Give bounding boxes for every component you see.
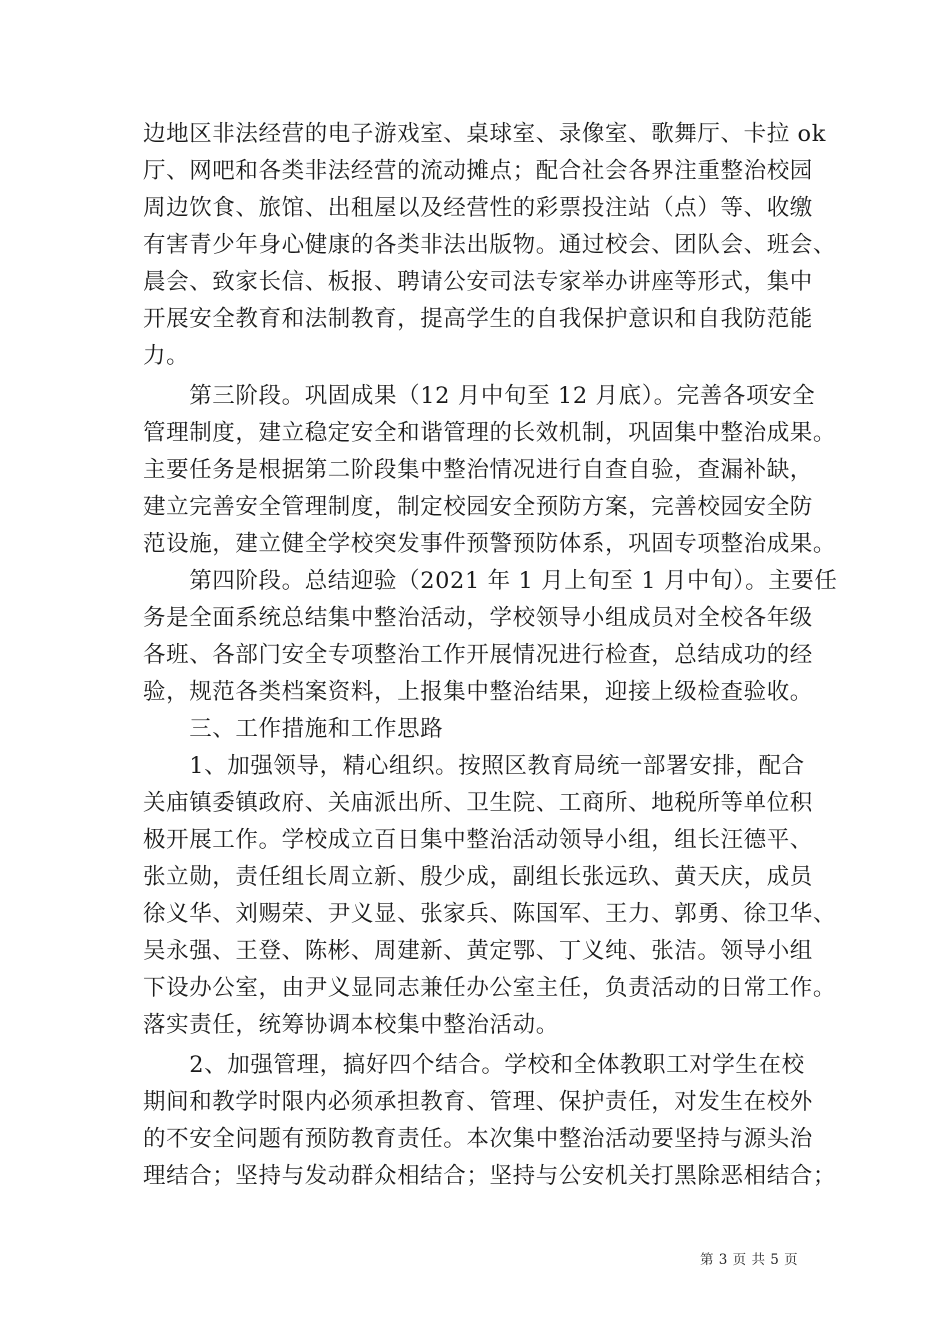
text-line: 力。 <box>143 343 190 369</box>
section-heading: 三、工作措施和工作思路 <box>143 716 444 742</box>
page-number: 第 3 页 共 5 页 <box>700 1252 799 1268</box>
text-line: 期间和教学时限内必须承担教育、管理、保护责任，对发生在校外 <box>143 1089 813 1115</box>
text-line: 开展安全教育和法制教育，提高学生的自我保护意识和自我防范能 <box>143 306 813 332</box>
text-line: 第三阶段。巩固成果（12 月中旬至 12 月底）。完善各项安全 <box>143 383 816 409</box>
text-line: 徐义华、刘赐荣、尹义显、张家兵、陈国军、王力、郭勇、徐卫华、 <box>143 901 837 927</box>
text-line: 理结合；坚持与发动群众相结合；坚持与公安机关打黑除恶相结合； <box>143 1163 837 1189</box>
text-line: 晨会、致家长信、板报、聘请公安司法专家举办讲座等形式，集中 <box>143 269 813 295</box>
text-line: 下设办公室，由尹义显同志兼任办公室主任，负责活动的日常工作。 <box>143 975 837 1001</box>
text-line: 边地区非法经营的电子游戏室、桌球室、录像室、歌舞厅、卡拉 ok <box>143 121 826 147</box>
text-line: 1、加强领导，精心组织。按照区教育局统一部署安排，配合 <box>143 753 805 779</box>
text-line: 周边饮食、旅馆、出租屋以及经营性的彩票投注站（点）等、收缴 <box>143 195 813 221</box>
text-line: 范设施，建立健全学校突发事件预警预防体系，巩固专项整治成果。 <box>143 531 837 557</box>
text-line: 管理制度，建立稳定安全和谐管理的长效机制，巩固集中整治成果。 <box>143 420 837 446</box>
text-line: 务是全面系统总结集中整治活动，学校领导小组成员对全校各年级 <box>143 605 813 631</box>
text-line: 2、加强管理，搞好四个结合。学校和全体教职工对学生在校 <box>143 1052 805 1078</box>
text-line: 主要任务是根据第二阶段集中整治情况进行自查自验，查漏补缺， <box>143 457 813 483</box>
text-line: 建立完善安全管理制度，制定校园安全预防方案，完善校园安全防 <box>143 494 813 520</box>
text-line: 关庙镇委镇政府、关庙派出所、卫生院、工商所、地税所等单位积 <box>143 790 813 816</box>
text-line: 落实责任，统筹协调本校集中整治活动。 <box>143 1012 559 1038</box>
body-text <box>143 116 838 1195</box>
text-line: 厅、网吧和各类非法经营的流动摊点；配合社会各界注重整治校园 <box>143 158 813 184</box>
text-line: 第四阶段。总结迎验（2021 年 1 月上旬至 1 月中旬）。主要任 <box>143 568 838 594</box>
text-line: 吴永强、王登、陈彬、周建新、黄定鄂、丁义纯、张洁。领导小组 <box>143 938 813 964</box>
text-line: 极开展工作。学校成立百日集中整治活动领导小组，组长汪德平、 <box>143 827 813 853</box>
text-line: 张立勋，责任组长周立新、殷少成，副组长张远玖、黄天庆，成员 <box>143 864 813 890</box>
text-line: 的不安全问题有预防教育责任。本次集中整治活动要坚持与源头治 <box>143 1126 813 1152</box>
text-line: 各班、各部门安全专项整治工作开展情况进行检查，总结成功的经 <box>143 642 813 668</box>
text-line: 有害青少年身心健康的各类非法出版物。通过校会、团队会、班会、 <box>143 232 837 258</box>
text-line: 验，规范各类档案资料，上报集中整治结果，迎接上级检查验收。 <box>143 679 813 705</box>
